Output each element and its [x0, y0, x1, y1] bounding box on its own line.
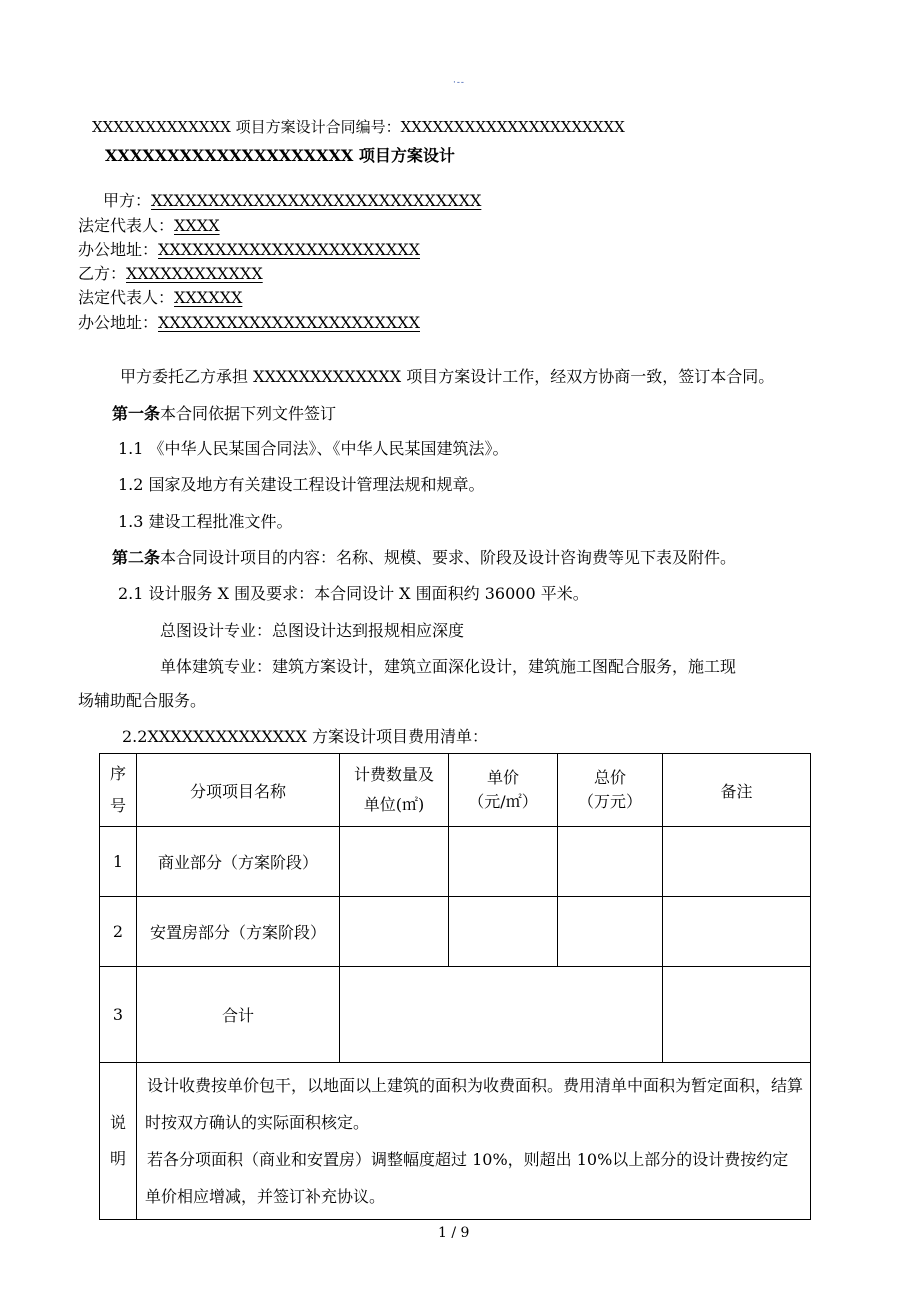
row-remark [663, 967, 811, 1063]
row-quantity [340, 897, 449, 967]
note-label: 说 明 [100, 1063, 137, 1220]
article-1-item: 1.3 建设工程批准文件。 [118, 512, 293, 531]
row-unit-price [449, 897, 558, 967]
addr-b-line [78, 310, 420, 333]
party-b-line [78, 261, 263, 284]
party-b-label: 乙方： [78, 264, 127, 283]
article-1-text: 本合同依据下列文件签订 [160, 404, 337, 423]
row-name: 安置房部分（方案阶段） [137, 897, 340, 967]
row-unit-price [449, 827, 558, 897]
rep-a-value: XXXX [174, 216, 220, 235]
row-name: 商业部分（方案阶段） [137, 827, 340, 897]
note-paragraph: 若各分项面积（商业和安置房）调整幅度超过 10%，则超出 10%以上部分的设计费按约定单价相应增减，并签订补充协议。 [145, 1150, 789, 1206]
rep-b-label: 法定代表人： [78, 288, 175, 307]
row-total-price [558, 827, 663, 897]
party-a-value: XXXXXXXXXXXXXXXXXXXXXXXXXXXXX [151, 191, 482, 210]
header-mark: ·-- [453, 78, 465, 88]
document-title: XXXXXXXXXXXXXXXXXXXX 项目方案设计 [105, 146, 455, 165]
rep-a-line [78, 213, 220, 236]
rep-a-label: 法定代表人： [78, 216, 175, 235]
building-line-2: 场辅助配合服务。 [78, 691, 207, 710]
contract-number-line: XXXXXXXXXXXXX 项目方案设计合同编号：XXXXXXXXXXXXXXXXXXXXX [92, 118, 625, 136]
general-plan-line: 总图设计专业：总图设计达到报规相应深度 [160, 621, 465, 640]
row-number: 3 [100, 967, 137, 1063]
addr-a-line [78, 237, 420, 260]
addr-b-label: 办公地址： [78, 313, 159, 332]
building-line-1: 单体建筑专业：建筑方案设计，建筑立面深化设计，建筑施工图配合服务，施工现 [160, 657, 737, 676]
row-quantity [340, 827, 449, 897]
party-a-label: 甲方： [103, 191, 152, 210]
table-row-total [100, 967, 811, 1063]
row-remark [663, 897, 811, 967]
article-2-text: 本合同设计项目的内容：名称、规模、要求、阶段及设计咨询费等见下表及附件。 [160, 548, 737, 567]
addr-a-value: XXXXXXXXXXXXXXXXXXXXXXX [158, 240, 420, 259]
fee-list-title: 2.2XXXXXXXXXXXXXX 方案设计项目费用清单： [122, 727, 489, 746]
row-total-value [340, 967, 663, 1063]
table-row [100, 827, 811, 897]
addr-a-label: 办公地址： [78, 240, 159, 259]
header-total-price: 总价 （万元） [558, 754, 663, 827]
fee-table [99, 753, 811, 1220]
table-header-row [100, 754, 811, 827]
header-unit-price: 单价 （元/㎡） [449, 754, 558, 827]
row-remark [663, 827, 811, 897]
article-1-line [112, 401, 336, 424]
rep-b-value: XXXXXX [174, 288, 243, 307]
page-indicator: 1 / 9 [438, 1225, 470, 1241]
row-name: 合计 [137, 967, 340, 1063]
header-quantity: 计费数量及 单位(㎡) [340, 754, 449, 827]
rep-b-line [78, 285, 242, 308]
row-number: 2 [100, 897, 137, 967]
article-1-item: 1.2 国家及地方有关建设工程设计管理法规和规章。 [118, 475, 485, 494]
note-paragraph: 设计收费按单价包干，以地面以上建筑的面积为收费面积。费用清单中面积为暂定面积，结算时按双方确认的实际面积核定。 [145, 1076, 804, 1132]
article-2-heading: 第二条 [112, 548, 161, 567]
article-1-item: 1.1 《中华人民某国合同法》、《中华人民某国建筑法》。 [118, 439, 509, 458]
intro-paragraph: 甲方委托乙方承担 XXXXXXXXXXXXX 项目方案设计工作，经双方协商一致，签订本合同。 [120, 367, 775, 386]
header-seq: 序 号 [100, 754, 137, 827]
header-name: 分项项目名称 [137, 754, 340, 827]
table-note-row [100, 1063, 811, 1220]
header-remark: 备注 [663, 754, 811, 827]
table-row [100, 897, 811, 967]
note-content [137, 1063, 811, 1220]
article-2-line [112, 545, 736, 568]
row-total-price [558, 897, 663, 967]
addr-b-value: XXXXXXXXXXXXXXXXXXXXXXX [158, 313, 420, 332]
scope-line: 2.1 设计服务 X 围及要求：本合同设计 X 围面积约 36000 平米。 [118, 584, 589, 603]
party-a-line [103, 188, 481, 211]
party-b-value: XXXXXXXXXXXX [126, 264, 263, 283]
article-1-heading: 第一条 [112, 404, 161, 423]
row-number: 1 [100, 827, 137, 897]
